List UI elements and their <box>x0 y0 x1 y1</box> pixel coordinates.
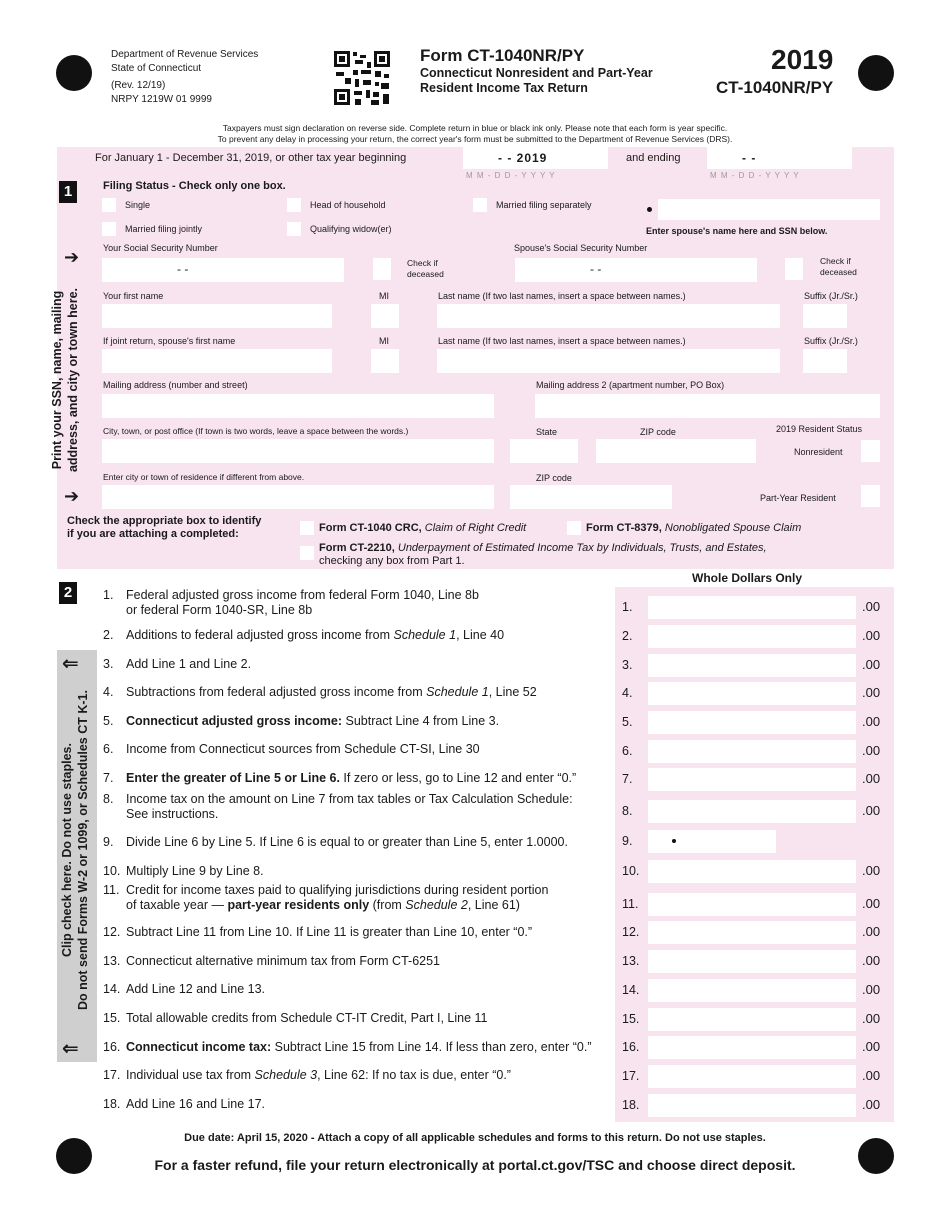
mi-input[interactable] <box>371 304 399 328</box>
cents-label: .00 <box>862 924 881 939</box>
registration-mark <box>858 55 894 91</box>
line-text: Schedule 1 <box>426 685 489 699</box>
line-ref-number: 5. <box>622 715 633 729</box>
line-number: 6. <box>103 742 114 756</box>
form-name: Form CT-8379, <box>586 522 662 534</box>
arrow-left-icon: ⇐ <box>62 1038 79 1060</box>
ct-2210-line-2: checking any box from Part 1. <box>319 555 465 567</box>
side-text-line: address, and city or town here. <box>66 287 80 473</box>
line-description-row <box>126 883 616 898</box>
line-ref-number: 1. <box>622 600 633 614</box>
line-text: See instructions. <box>126 807 219 821</box>
suffix-label: Suffix (Jr./Sr.) <box>804 291 858 301</box>
ct-2210-label <box>319 542 767 568</box>
spouse-hint: Enter spouse's name here and SSN below. <box>646 226 828 236</box>
line-number: 14. <box>103 982 121 996</box>
line-ref-number: 18. <box>622 1098 640 1112</box>
period-begin-value: - - 2019 <box>498 151 548 165</box>
ssn-label: Your Social Security Number <box>103 243 218 253</box>
line-number: 1. <box>103 588 114 602</box>
cents-label: .00 <box>862 896 881 911</box>
line-description-row <box>126 685 616 700</box>
cents-label: .00 <box>862 803 881 818</box>
line-description <box>126 864 616 879</box>
form-code: CT-1040NR/PY <box>716 78 834 97</box>
notice-1: Taxpayers must sign declaration on reverse side. Complete return in blue or black ink only. Please note that each form is year specific. <box>222 123 728 133</box>
ct-2210-checkbox[interactable] <box>300 546 314 560</box>
line-text: Schedule 2 <box>405 898 468 912</box>
line-number: 2. <box>103 628 114 642</box>
line-ref-number: 11. <box>622 897 639 911</box>
single-checkbox[interactable] <box>102 198 116 212</box>
whole-dollars-label: Whole Dollars Only <box>692 571 803 585</box>
line-description-row <box>126 925 616 940</box>
side-text-line: Print your SSN, name, mailing <box>50 290 64 470</box>
cents-label: .00 <box>862 982 881 997</box>
mailing-address-2-label: Mailing address 2 (apartment number, PO Box) <box>536 380 725 390</box>
line-2-amount-input[interactable] <box>648 625 856 648</box>
mi-label: MI <box>379 336 389 346</box>
first-name-input[interactable] <box>102 304 332 328</box>
line-text: Add Line 12 and Line 13. <box>126 982 266 996</box>
qualifying-widow-label: Qualifying widow(er) <box>310 224 392 234</box>
date-format-hint: M M - D D - Y Y Y Y <box>466 171 556 180</box>
side-text-line: Clip check here. Do not use staples. <box>60 743 74 957</box>
line-number: 12. <box>103 925 121 939</box>
period-end-value: - - <box>742 151 757 165</box>
line-3-amount-input[interactable] <box>648 654 856 677</box>
line-text: Add Line 1 and Line 2. <box>126 657 252 671</box>
line-number: 5. <box>103 714 114 728</box>
cents-label: .00 <box>862 863 881 878</box>
zip-label: ZIP code <box>640 427 676 437</box>
line-13-amount-input[interactable] <box>648 950 856 973</box>
line-ref-number: 9. <box>622 834 633 848</box>
line-ref-number: 7. <box>622 772 633 786</box>
line-description-row <box>126 657 616 672</box>
attach-label-line: Check the appropriate box to identify <box>67 515 262 527</box>
line-12-amount-input[interactable] <box>648 921 856 944</box>
form-title: Form CT-1040NR/PY <box>420 46 585 65</box>
arrow-right-icon: ➔ <box>64 247 80 267</box>
line-text: If zero or less, go to Line 12 and enter “0.” <box>339 771 577 785</box>
line-description <box>126 1097 616 1112</box>
line-text: Subtractions from federal adjusted gross income from <box>126 685 427 699</box>
clip-instruction <box>59 670 95 1030</box>
mi-label: MI <box>379 291 389 301</box>
cents-label: .00 <box>862 714 881 729</box>
header-agency <box>111 48 258 107</box>
line-ref-number: 2. <box>622 629 633 643</box>
line-ref-number: 3. <box>622 658 633 672</box>
line-text: Subtract Line 15 from Line 14. If less than zero, enter “0.” <box>271 1040 592 1054</box>
line-text: Connecticut alternative minimum tax from Form CT-6251 <box>126 954 440 968</box>
first-name-label: Your first name <box>103 291 164 301</box>
line-text: or federal Form 1040-SR, Line 8b <box>126 603 313 617</box>
form-desc: Underpayment of Estimated Income Tax by Individuals, Trusts, and Estates, <box>397 542 767 554</box>
city-residence-input[interactable] <box>102 485 494 509</box>
line-description <box>126 685 616 700</box>
spouse-last-name-input[interactable] <box>437 349 780 373</box>
line-description-row <box>126 807 616 822</box>
line-text: Enter the greater of Line 5 or Line 6. <box>126 771 340 785</box>
line-10-amount-input[interactable] <box>648 860 856 883</box>
line-number: 8. <box>103 792 114 806</box>
part-year-checkbox[interactable] <box>861 485 880 507</box>
head-of-household-label: Head of household <box>310 200 386 210</box>
suffix-input[interactable] <box>803 304 847 328</box>
check-deceased-label: Check if deceased <box>407 258 444 279</box>
spouse-first-name-input[interactable] <box>102 349 332 373</box>
form-name: Form CT-1040 CRC, <box>319 522 422 534</box>
line-text: (from <box>369 898 406 912</box>
line-text: , Line 40 <box>456 628 505 642</box>
line-text: Federal adjusted gross income from federal Form 1040, Line 8b <box>126 588 479 602</box>
spouse-first-name-label: If joint return, spouse's first name <box>103 336 236 346</box>
line-ref-number: 6. <box>622 744 633 758</box>
line-description-row <box>126 792 616 807</box>
line-ref-number: 10. <box>622 864 640 878</box>
spouse-ssn-value: - - <box>590 262 602 276</box>
and-ending-label: and ending <box>626 152 681 164</box>
spouse-name-input[interactable] <box>658 199 880 220</box>
cents-label: .00 <box>862 1039 881 1054</box>
line-number: 7. <box>103 771 114 785</box>
notice-2: To prevent any delay in processing your return, the correct year's form must be submitted to the Department of Revenue Services (DRS). <box>217 134 733 144</box>
line-4-amount-input[interactable] <box>648 682 856 705</box>
side-text-line: Do not send Forms W-2 or 1099, or Schedules CT K-1. <box>76 690 90 1010</box>
married-jointly-checkbox[interactable] <box>102 222 116 236</box>
line-1-amount-input[interactable] <box>648 596 856 619</box>
attach-label-line: if you are attaching a completed: <box>67 528 239 540</box>
line-description-row <box>126 954 616 969</box>
single-label: Single <box>125 200 151 210</box>
deceased-checkbox[interactable] <box>373 258 391 280</box>
cents-label: .00 <box>862 1068 881 1083</box>
line-description <box>126 982 616 997</box>
line-ref-number: 12. <box>622 925 640 939</box>
cents-label: .00 <box>862 628 881 643</box>
line-text: Subtract Line 11 from Line 10. If Line 11 is greater than Line 10, enter “0.” <box>126 925 533 939</box>
line-number: 18. <box>103 1097 121 1111</box>
nonresident-checkbox[interactable] <box>861 440 880 462</box>
married-separately-label: Married filing separately <box>496 200 592 210</box>
line-16-amount-input[interactable] <box>648 1036 856 1059</box>
tax-period-label: For January 1 - December 31, 2019, or other tax year beginning <box>95 152 407 164</box>
spouse-deceased-checkbox[interactable] <box>785 258 803 280</box>
arrow-right-icon: ➔ <box>64 486 80 506</box>
line-text: , Line 61) <box>467 898 520 912</box>
line-description <box>126 588 616 618</box>
line-ref-number: 16. <box>622 1040 640 1054</box>
ct-1040-crc-label <box>319 522 526 535</box>
line-description-row <box>126 1097 616 1112</box>
line-text: Schedule 1 <box>393 628 457 642</box>
city-residence-label: Enter city or town of residence if different from above. <box>103 472 305 482</box>
line-11-amount-input[interactable] <box>648 893 856 916</box>
line-description <box>126 925 616 940</box>
line-description <box>126 1011 616 1026</box>
revision: (Rev. 12/19) <box>111 80 166 91</box>
qualifying-widow-checkbox[interactable] <box>287 222 301 236</box>
line-6-amount-input[interactable] <box>648 740 856 763</box>
line-description-row <box>126 714 616 729</box>
line-description-row <box>126 982 616 997</box>
line-15-amount-input[interactable] <box>648 1008 856 1031</box>
line-ref-number: 8. <box>622 804 633 818</box>
line-description-row <box>126 1040 616 1055</box>
registration-mark <box>56 55 92 91</box>
line-description <box>126 835 616 850</box>
line-text: of taxable year — <box>126 898 228 912</box>
qr-code-icon <box>333 50 391 106</box>
zip-2-label: ZIP code <box>536 473 572 483</box>
city-label: City, town, or post office (If town is two words, leave a space between the words.) <box>103 426 409 436</box>
zip-input[interactable] <box>596 439 756 463</box>
form-barcode-code: NRPY 1219W 01 9999 <box>111 94 212 105</box>
dept-name: Department of Revenue Services <box>111 49 259 60</box>
form-title-block <box>420 46 653 96</box>
spouse-ssn-input[interactable] <box>515 258 757 282</box>
zip-2-input[interactable] <box>510 485 672 509</box>
form-subtitle-1: Connecticut Nonresident and Part-Year <box>420 66 653 80</box>
line-description <box>126 657 616 672</box>
line-number: 4. <box>103 685 114 699</box>
filing-status-label: Filing Status - Check only one box. <box>103 180 286 192</box>
line-7-amount-input[interactable] <box>648 768 856 791</box>
due-date-notice: Due date: April 15, 2020 - Attach a copy of all applicable schedules and forms to this return. Do not use staples. <box>184 1132 766 1144</box>
cents-label: .00 <box>862 953 881 968</box>
spouse-last-name-label: Last name (If two last names, insert a space between names.) <box>438 336 686 346</box>
line-description <box>126 628 616 643</box>
line-text: Total allowable credits from Schedule CT-IT Credit, Part I, Line 11 <box>126 1011 488 1025</box>
cents-label: .00 <box>862 657 881 672</box>
line-description <box>126 954 616 969</box>
resident-status-label: 2019 Resident Status <box>776 424 863 434</box>
line-description <box>126 742 616 757</box>
line-text: Subtract Line 4 from Line 3. <box>342 714 500 728</box>
line-text: Income from Connecticut sources from Schedule CT-SI, Line 30 <box>126 742 480 756</box>
line-8-amount-input[interactable] <box>648 800 856 823</box>
period-begin-input[interactable] <box>463 147 608 169</box>
head-of-household-checkbox[interactable] <box>287 198 301 212</box>
date-format-hint: M M - D D - Y Y Y Y <box>710 171 800 180</box>
spouse-ssn-label: Spouse's Social Security Number <box>514 243 648 253</box>
line-description <box>126 792 616 822</box>
section-1-side-instruction <box>49 270 85 490</box>
check-deceased-label: Check if deceased <box>820 256 857 277</box>
line-description <box>126 714 616 729</box>
state-input[interactable] <box>510 439 578 463</box>
line-description-row <box>126 835 616 850</box>
line-text: Individual use tax from <box>126 1068 255 1082</box>
line-5-amount-input[interactable] <box>648 711 856 734</box>
line-number: 10. <box>103 864 121 878</box>
line-18-amount-input[interactable] <box>648 1094 856 1117</box>
nonresident-label: Nonresident <box>794 447 843 457</box>
form-desc: Claim of Right Credit <box>424 522 527 534</box>
spouse-mi-input[interactable] <box>371 349 399 373</box>
line-description-row <box>126 742 616 757</box>
line-ref-number: 14. <box>622 983 640 997</box>
line-text: Credit for income taxes paid to qualifying jurisdictions during resident portion <box>126 883 549 897</box>
section-1-badge: 1 <box>59 181 77 203</box>
line-ref-number: 13. <box>622 954 640 968</box>
last-name-label: Last name (If two last names, insert a space between names.) <box>438 291 686 301</box>
state-label: State <box>536 427 558 437</box>
period-end-input[interactable] <box>707 147 852 169</box>
married-jointly-label: Married filing jointly <box>125 224 203 234</box>
line-number: 9. <box>103 835 114 849</box>
line-ref-number: 17. <box>622 1069 640 1083</box>
state-name: State of Connecticut <box>111 63 202 74</box>
section-2-badge: 2 <box>59 582 77 604</box>
mailing-address-2-input[interactable] <box>535 394 880 418</box>
mailing-address-input[interactable] <box>102 394 494 418</box>
line-description-row <box>126 588 616 603</box>
line-description-row <box>126 603 616 618</box>
line-number: 15. <box>103 1011 121 1025</box>
line-description-row <box>126 628 616 643</box>
cents-label: .00 <box>862 771 881 786</box>
arrow-left-icon: ⇐ <box>62 653 79 675</box>
line-description <box>126 771 616 786</box>
bullet-icon <box>647 207 652 212</box>
suffix-label: Suffix (Jr./Sr.) <box>804 336 858 346</box>
part-year-label: Part-Year Resident <box>760 493 836 503</box>
mailing-address-label: Mailing address (number and street) <box>103 380 248 390</box>
ct-8379-checkbox[interactable] <box>567 521 581 535</box>
line-number: 11. <box>103 883 120 897</box>
line-description-row <box>126 1011 616 1026</box>
line-text: part-year residents only <box>227 898 370 912</box>
line-9-amount-input[interactable] <box>648 830 776 853</box>
married-separately-checkbox[interactable] <box>473 198 487 212</box>
line-description <box>126 1068 616 1083</box>
line-description-row <box>126 1068 616 1083</box>
line-text: Multiply Line 9 by Line 8. <box>126 864 264 878</box>
last-name-input[interactable] <box>437 304 780 328</box>
ct-1040-crc-checkbox[interactable] <box>300 521 314 535</box>
line-description-row <box>126 898 616 913</box>
tax-year: 2019 <box>771 44 834 75</box>
line-text: Add Line 16 and Line 17. <box>126 1097 266 1111</box>
line-ref-number: 4. <box>622 686 633 700</box>
line-text: Connecticut income tax: <box>126 1040 272 1054</box>
line-text: , Line 62: If no tax is due, enter “0.” <box>317 1068 511 1082</box>
line-description-row <box>126 771 616 786</box>
line-text: Connecticut adjusted gross income: <box>126 714 343 728</box>
cents-label: .00 <box>862 743 881 758</box>
line-17-amount-input[interactable] <box>648 1065 856 1088</box>
line-number: 16. <box>103 1040 121 1054</box>
ssn-value: - - <box>177 262 189 276</box>
form-subtitle-2: Resident Income Tax Return <box>420 81 588 95</box>
line-number: 13. <box>103 954 121 968</box>
ct-2210-line-1 <box>319 542 767 555</box>
line-number: 17. <box>103 1068 121 1082</box>
line-description-row <box>126 864 616 879</box>
cents-label: .00 <box>862 685 881 700</box>
decimal-point-icon <box>672 839 676 843</box>
line-ref-number: 15. <box>622 1012 640 1026</box>
line-text: , Line 52 <box>488 685 537 699</box>
ct-8379-label <box>586 522 801 535</box>
line-number: 3. <box>103 657 114 671</box>
cents-label: .00 <box>862 1097 881 1112</box>
line-text: Schedule 3 <box>254 1068 318 1082</box>
line-text: Income tax on the amount on Line 7 from tax tables or Tax Calculation Schedule: <box>126 792 573 806</box>
cents-label: .00 <box>862 1011 881 1026</box>
line-text: Additions to federal adjusted gross income from <box>126 628 394 642</box>
line-text: Divide Line 6 by Line 5. If Line 6 is equal to or greater than Line 5, enter 1.0000. <box>126 835 568 849</box>
line-description <box>126 883 616 913</box>
form-name: Form CT-2210, <box>319 542 395 554</box>
line-description <box>126 1040 616 1055</box>
line-14-amount-input[interactable] <box>648 979 856 1002</box>
city-input[interactable] <box>102 439 494 463</box>
cents-label: .00 <box>862 599 881 614</box>
spouse-suffix-input[interactable] <box>803 349 847 373</box>
ssn-input[interactable] <box>102 258 344 282</box>
attach-label <box>67 515 261 541</box>
e-file-notice: For a faster refund, file your return electronically at portal.ct.gov/TSC and choose direct deposit. <box>154 1157 796 1173</box>
form-desc: Nonobligated Spouse Claim <box>664 522 802 534</box>
